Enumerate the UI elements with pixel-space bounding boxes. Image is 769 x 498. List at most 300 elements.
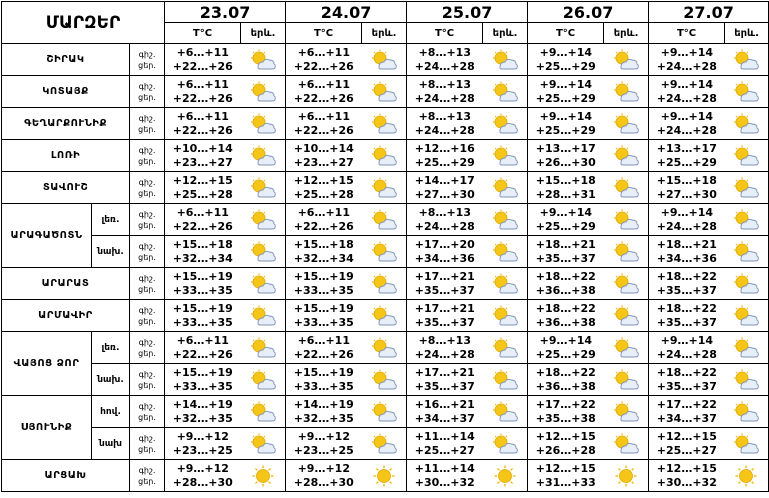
sun-cloud-icon: [362, 209, 407, 231]
temperature-cell: [286, 108, 362, 140]
night-temperature: +10…+14: [172, 141, 233, 155]
sun-cloud-icon: [725, 369, 769, 391]
temperature-cell: [165, 108, 241, 140]
temperature-cell: [649, 460, 725, 492]
day-label: ցեր.: [138, 476, 156, 486]
night-temperature: +17…+21: [414, 269, 475, 283]
weather-cell: [725, 236, 769, 268]
day-temperature: +25…+29: [535, 219, 596, 233]
weather-cell: [725, 172, 769, 204]
day-temperature: +35…+37: [535, 251, 596, 265]
date-header: 25.07: [407, 2, 528, 23]
night-day-label: [130, 428, 165, 460]
weather-cell: [725, 364, 769, 396]
weather-cell: [241, 204, 286, 236]
weather-cell: [241, 140, 286, 172]
subregion-name: հով.: [92, 396, 130, 428]
weather-cell: [725, 428, 769, 460]
temperature-cell: [286, 332, 362, 364]
weather-cell: [241, 396, 286, 428]
sun-cloud-icon: [362, 177, 407, 199]
temp-unit-header: T°C: [407, 23, 483, 44]
day-temperature: +31…+33: [535, 475, 596, 489]
temperature-cell: [649, 236, 725, 268]
night-day-label: [130, 172, 165, 204]
sun-cloud-icon: [241, 81, 286, 103]
sun-cloud-icon: [362, 401, 407, 423]
night-temperature: +18…+22: [535, 301, 596, 315]
table-row: [2, 76, 769, 108]
night-day-label: [130, 108, 165, 140]
night-label: գիշ.: [138, 145, 156, 155]
sun-icon: [725, 465, 769, 487]
day-temperature: +28…+31: [535, 187, 596, 201]
sun-icon: [604, 465, 649, 487]
temperature-cell: [649, 428, 725, 460]
day-temperature: +30…+32: [414, 475, 475, 489]
subregion-name: լեռ.: [92, 332, 130, 364]
weather-cell: [362, 204, 407, 236]
subregion-name: նախ.: [92, 236, 130, 268]
sun-cloud-icon: [241, 273, 286, 295]
weather-cell: [725, 204, 769, 236]
day-label: ցեր.: [138, 348, 156, 358]
night-temperature: +18…+22: [656, 269, 717, 283]
weather-cell: [362, 172, 407, 204]
sun-cloud-icon: [362, 433, 407, 455]
day-temperature: +24…+28: [656, 123, 717, 137]
weather-cell: [725, 268, 769, 300]
day-temperature: +23…+25: [293, 443, 354, 457]
day-temperature: +25…+29: [535, 59, 596, 73]
day-temperature: +24…+28: [414, 123, 475, 137]
day-temperature: +22…+26: [172, 347, 233, 361]
night-temperature: +17…+21: [414, 301, 475, 315]
night-temperature: +15…+19: [172, 301, 233, 315]
night-temperature: +6…+11: [297, 109, 350, 123]
table-row: [2, 268, 769, 300]
table-row: [2, 396, 769, 428]
sun-icon: [483, 465, 528, 487]
night-temperature: +13…+17: [656, 141, 717, 155]
day-temperature: +22…+26: [172, 91, 233, 105]
weather-cell: [725, 332, 769, 364]
day-label: ցեր.: [138, 188, 156, 198]
night-temperature: +11…+14: [414, 429, 475, 443]
night-temperature: +11…+14: [414, 461, 475, 475]
weather-cell: [483, 172, 528, 204]
day-label: ցեր.: [138, 316, 156, 326]
sun-cloud-icon: [725, 177, 769, 199]
night-temperature: +17…+22: [535, 397, 596, 411]
night-temperature: +15…+19: [293, 365, 354, 379]
temperature-cell: [649, 268, 725, 300]
weather-cell: [604, 44, 649, 76]
sun-cloud-icon: [241, 241, 286, 263]
day-temperature: +27…+30: [414, 187, 475, 201]
day-temperature: +22…+26: [172, 123, 233, 137]
temperature-cell: [286, 172, 362, 204]
region-name: ԼՈՌԻ: [2, 140, 130, 172]
sun-cloud-icon: [362, 113, 407, 135]
weather-cell: [241, 172, 286, 204]
temperature-cell: [407, 396, 483, 428]
night-temperature: +15…+19: [172, 365, 233, 379]
night-temperature: +10…+14: [293, 141, 354, 155]
temperature-cell: [407, 44, 483, 76]
sun-cloud-icon: [362, 305, 407, 327]
temperature-cell: [649, 172, 725, 204]
day-temperature: +34…+37: [414, 411, 475, 425]
temperature-cell: [165, 460, 241, 492]
temp-unit-header: T°C: [165, 23, 241, 44]
day-temperature: +35…+37: [414, 315, 475, 329]
temperature-cell: [649, 108, 725, 140]
sun-cloud-icon: [604, 241, 649, 263]
night-day-label: [130, 140, 165, 172]
weather-cell: [604, 460, 649, 492]
sun-cloud-icon: [483, 113, 528, 135]
temp-unit-header: T°C: [528, 23, 604, 44]
night-label: գիշ.: [138, 81, 156, 91]
temp-unit-header: T°C: [286, 23, 362, 44]
weather-cell: [362, 332, 407, 364]
night-temperature: +16…+21: [414, 397, 475, 411]
sun-cloud-icon: [362, 81, 407, 103]
day-temperature: +22…+26: [293, 59, 354, 73]
night-label: գիշ.: [138, 177, 156, 187]
weather-cell: [362, 140, 407, 172]
temperature-cell: [528, 268, 604, 300]
region-name: ՇԻՐԱԿ: [2, 44, 130, 76]
sun-cloud-icon: [725, 113, 769, 135]
temperature-cell: [407, 300, 483, 332]
table-row: [2, 108, 769, 140]
sun-cloud-icon: [362, 241, 407, 263]
night-temperature: +8…+13: [418, 45, 471, 59]
day-temperature: +24…+28: [656, 347, 717, 361]
day-temperature: +24…+28: [656, 91, 717, 105]
weather-cell: [604, 108, 649, 140]
sun-cloud-icon: [604, 401, 649, 423]
night-temperature: +6…+11: [297, 45, 350, 59]
weather-cell: [483, 44, 528, 76]
temperature-cell: [286, 428, 362, 460]
sun-cloud-icon: [604, 305, 649, 327]
day-temperature: +35…+37: [656, 283, 717, 297]
table-row: [2, 140, 769, 172]
temperature-cell: [528, 76, 604, 108]
region-name: ՏԱՎՈՒՇ: [2, 172, 130, 204]
day-temperature: +22…+26: [172, 219, 233, 233]
sun-cloud-icon: [725, 433, 769, 455]
night-temperature: +9…+12: [297, 461, 350, 475]
weather-cell: [362, 300, 407, 332]
temperature-cell: [407, 172, 483, 204]
temperature-cell: [649, 396, 725, 428]
day-temperature: +26…+30: [535, 155, 596, 169]
weather-cell: [362, 76, 407, 108]
temperature-cell: [528, 300, 604, 332]
night-temperature: +6…+11: [176, 205, 229, 219]
day-temperature: +33…+35: [293, 283, 354, 297]
day-temperature: +24…+28: [414, 219, 475, 233]
temperature-cell: [649, 44, 725, 76]
temperature-cell: [286, 44, 362, 76]
weather-cell: [241, 268, 286, 300]
sun-cloud-icon: [241, 49, 286, 71]
day-temperature: +32…+34: [172, 251, 233, 265]
night-day-label: [130, 460, 165, 492]
day-temperature: +25…+27: [414, 443, 475, 457]
night-label: գիշ.: [138, 369, 156, 379]
night-temperature: +9…+14: [660, 77, 714, 91]
day-label: ցեր.: [138, 220, 156, 230]
day-temperature: +33…+35: [293, 379, 354, 393]
night-temperature: +6…+11: [297, 77, 350, 91]
night-temperature: +6…+11: [176, 77, 229, 91]
table-row: [2, 172, 769, 204]
temperature-cell: [528, 332, 604, 364]
weather-cell: [362, 44, 407, 76]
day-temperature: +22…+26: [293, 123, 354, 137]
region-name: ԿՈՏԱՅՔ: [2, 76, 130, 108]
weather-cell: [362, 428, 407, 460]
sun-cloud-icon: [725, 209, 769, 231]
subregion-name: լեռ.: [92, 204, 130, 236]
day-temperature: +23…+27: [293, 155, 354, 169]
weather-cell: [241, 236, 286, 268]
night-temperature: +12…+15: [535, 429, 596, 443]
region-column-header: ՄԱՐԶԵՐ: [2, 2, 165, 44]
temperature-cell: [407, 140, 483, 172]
night-temperature: +12…+15: [535, 461, 596, 475]
weather-cell: [725, 460, 769, 492]
weather-cell: [604, 140, 649, 172]
day-temperature: +25…+28: [293, 187, 354, 201]
weather-cell: [604, 268, 649, 300]
table-row: [2, 300, 769, 332]
night-label: գիշ.: [138, 401, 156, 411]
day-label: ցեր.: [138, 444, 156, 454]
temperature-cell: [286, 76, 362, 108]
temperature-cell: [528, 108, 604, 140]
temperature-cell: [407, 332, 483, 364]
temperature-cell: [165, 428, 241, 460]
day-temperature: +34…+36: [414, 251, 475, 265]
night-day-label: [130, 204, 165, 236]
weather-cell: [604, 172, 649, 204]
temperature-cell: [165, 204, 241, 236]
night-label: գիշ.: [138, 337, 156, 347]
day-temperature: +22…+26: [293, 219, 354, 233]
day-temperature: +23…+25: [172, 443, 233, 457]
day-temperature: +35…+37: [414, 379, 475, 393]
weather-cell: [362, 108, 407, 140]
weather-cell: [483, 428, 528, 460]
day-temperature: +35…+37: [656, 379, 717, 393]
night-day-label: [130, 364, 165, 396]
weather-cell: [483, 300, 528, 332]
weather-cell: [483, 204, 528, 236]
day-temperature: +32…+35: [293, 411, 354, 425]
sun-cloud-icon: [725, 401, 769, 423]
table-row: [2, 428, 769, 460]
night-label: գիշ.: [138, 241, 156, 251]
night-temperature: +8…+13: [418, 333, 471, 347]
night-temperature: +14…+19: [293, 397, 354, 411]
table-row: [2, 460, 769, 492]
temperature-cell: [407, 204, 483, 236]
night-temperature: +14…+17: [414, 173, 475, 187]
night-temperature: +12…+15: [293, 173, 354, 187]
temperature-cell: [649, 140, 725, 172]
day-temperature: +24…+28: [414, 59, 475, 73]
night-temperature: +12…+16: [414, 141, 475, 155]
temperature-cell: [528, 428, 604, 460]
sun-cloud-icon: [483, 49, 528, 71]
night-temperature: +15…+18: [535, 173, 596, 187]
weather-cell: [241, 76, 286, 108]
weather-cell: [483, 332, 528, 364]
night-label: գիշ.: [138, 273, 156, 283]
weather-cell: [241, 460, 286, 492]
sun-cloud-icon: [483, 81, 528, 103]
temperature-cell: [407, 428, 483, 460]
day-temperature: +25…+28: [172, 187, 233, 201]
day-temperature: +32…+34: [293, 251, 354, 265]
temperature-cell: [407, 268, 483, 300]
temperature-cell: [165, 140, 241, 172]
temperature-cell: [286, 364, 362, 396]
night-temperature: +8…+13: [418, 109, 471, 123]
night-temperature: +9…+12: [176, 461, 229, 475]
sun-cloud-icon: [241, 177, 286, 199]
temperature-cell: [286, 300, 362, 332]
sun-cloud-icon: [241, 369, 286, 391]
night-day-label: [130, 44, 165, 76]
temperature-cell: [649, 76, 725, 108]
sun-cloud-icon: [362, 337, 407, 359]
weather-cell: [483, 364, 528, 396]
temperature-cell: [528, 172, 604, 204]
weather-cell: [483, 236, 528, 268]
table-row: [2, 364, 769, 396]
sun-cloud-icon: [604, 369, 649, 391]
sun-cloud-icon: [241, 145, 286, 167]
day-temperature: +25…+29: [535, 91, 596, 105]
day-temperature: +22…+26: [293, 91, 354, 105]
weather-header: երև.: [362, 23, 407, 44]
day-temperature: +32…+35: [172, 411, 233, 425]
night-temperature: +9…+14: [539, 333, 593, 347]
day-label: ցեր.: [138, 252, 156, 262]
day-temperature: +25…+29: [535, 347, 596, 361]
night-label: գիշ.: [138, 49, 156, 59]
night-temperature: +9…+14: [660, 45, 714, 59]
temperature-cell: [165, 332, 241, 364]
day-temperature: +24…+28: [414, 347, 475, 361]
temperature-cell: [286, 460, 362, 492]
date-header: 23.07: [165, 2, 286, 23]
subregion-name: նախ.: [92, 364, 130, 396]
sun-cloud-icon: [604, 337, 649, 359]
night-temperature: +9…+12: [176, 429, 229, 443]
weather-header: երև.: [241, 23, 286, 44]
night-day-label: [130, 76, 165, 108]
night-temperature: +15…+18: [293, 237, 354, 251]
temperature-cell: [165, 76, 241, 108]
sun-icon: [362, 465, 407, 487]
night-temperature: +6…+11: [176, 333, 229, 347]
date-header: 27.07: [649, 2, 769, 23]
temperature-cell: [286, 268, 362, 300]
day-temperature: +23…+27: [172, 155, 233, 169]
night-temperature: +14…+19: [172, 397, 233, 411]
day-temperature: +35…+37: [414, 283, 475, 297]
night-label: գիշ.: [138, 305, 156, 315]
weather-cell: [725, 300, 769, 332]
temperature-cell: [649, 204, 725, 236]
night-label: գիշ.: [138, 113, 156, 123]
weather-header: երև.: [604, 23, 649, 44]
day-temperature: +35…+38: [535, 411, 596, 425]
night-temperature: +18…+22: [656, 301, 717, 315]
temperature-cell: [165, 268, 241, 300]
day-temperature: +33…+35: [172, 283, 233, 297]
night-temperature: +12…+15: [656, 429, 717, 443]
day-temperature: +26…+28: [535, 443, 596, 457]
temperature-cell: [528, 364, 604, 396]
sun-cloud-icon: [483, 305, 528, 327]
night-temperature: +9…+14: [660, 333, 714, 347]
temperature-cell: [407, 364, 483, 396]
night-day-label: [130, 268, 165, 300]
temperature-cell: [286, 140, 362, 172]
sun-cloud-icon: [241, 209, 286, 231]
night-temperature: +12…+15: [656, 461, 717, 475]
sun-cloud-icon: [604, 49, 649, 71]
day-temperature: +35…+37: [656, 315, 717, 329]
weather-cell: [725, 396, 769, 428]
weather-cell: [483, 76, 528, 108]
subregion-name: նախ: [92, 428, 130, 460]
weather-cell: [483, 108, 528, 140]
day-label: ցեր.: [138, 284, 156, 294]
temperature-cell: [407, 108, 483, 140]
day-temperature: +22…+26: [293, 347, 354, 361]
weather-cell: [362, 236, 407, 268]
day-temperature: +33…+35: [172, 379, 233, 393]
forecast-table: [1, 1, 769, 492]
weather-cell: [725, 140, 769, 172]
temperature-cell: [286, 396, 362, 428]
night-temperature: +15…+19: [172, 269, 233, 283]
day-temperature: +36…+38: [535, 315, 596, 329]
night-temperature: +17…+20: [414, 237, 475, 251]
temperature-cell: [649, 332, 725, 364]
region-name: ԱՐԱՐԱՏ: [2, 268, 130, 300]
day-temperature: +24…+28: [414, 91, 475, 105]
day-temperature: +27…+30: [656, 187, 717, 201]
day-temperature: +34…+37: [656, 411, 717, 425]
sun-cloud-icon: [483, 401, 528, 423]
night-temperature: +6…+11: [176, 45, 229, 59]
temperature-cell: [528, 236, 604, 268]
temperature-cell: [165, 364, 241, 396]
temperature-cell: [165, 236, 241, 268]
night-label: գիշ.: [138, 465, 156, 475]
